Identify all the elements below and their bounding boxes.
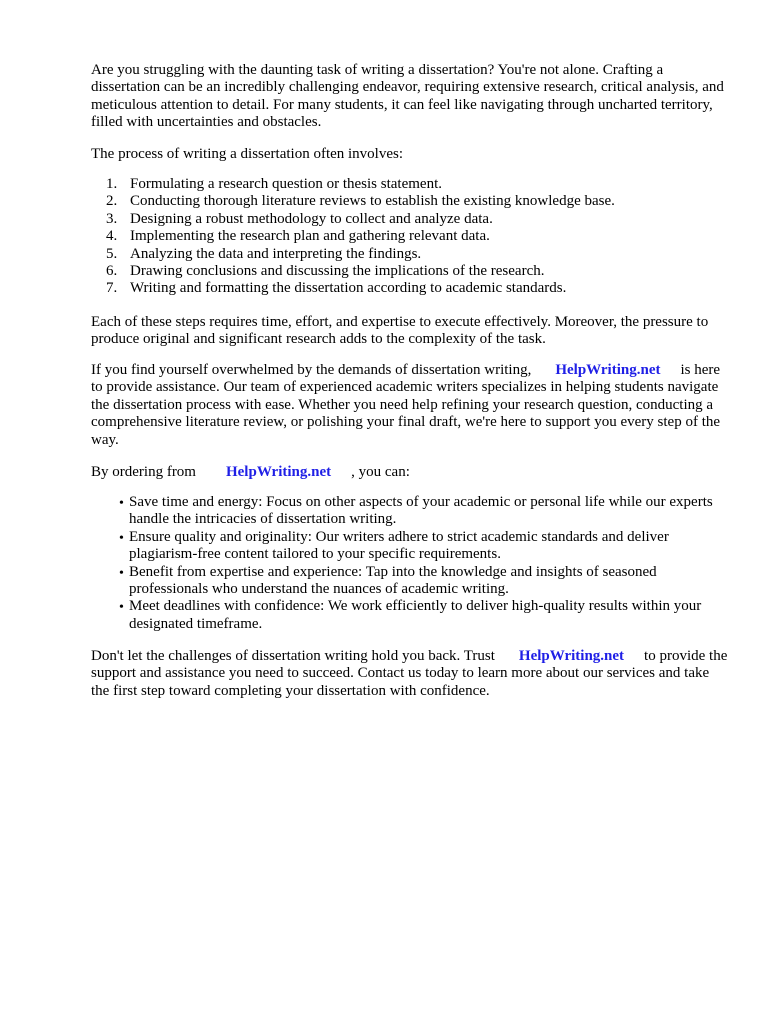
list-item-text: Benefit from expertise and experience: Tap into the knowledge and insights of seasoned professionals who understand the nuances of academic writing.	[129, 563, 657, 598]
list-item	[91, 246, 731, 263]
list-item-text: Designing a robust methodology to collect and analyze data.	[130, 210, 493, 227]
list-item-text: Drawing conclusions and discussing the implications of the research.	[130, 263, 545, 280]
list-number: 4.	[106, 228, 118, 245]
list-number: 5.	[106, 245, 118, 262]
closing-paragraph-after: to provide the support and assistance you need to succeed. Contact us today to learn more about our services and take the first step toward completing your dissertation with confidence.	[91, 648, 728, 699]
effort-paragraph: Each of these steps requires time, effort, and expertise to execute effectively. Moreover, the pressure to produce original and significant research adds to the complexity of the task.	[91, 314, 709, 348]
help-paragraph-before: If you find yourself overwhelmed by the demands of dissertation writing,	[91, 362, 532, 378]
ordering-line-before: By ordering from	[91, 464, 196, 480]
help-paragraph	[91, 362, 731, 449]
list-item-text: Analyzing the data and interpreting the findings.	[130, 245, 422, 262]
list-item	[91, 228, 731, 245]
list-number: 7.	[106, 280, 118, 297]
ordering-line-after: , you can:	[351, 464, 410, 480]
list-number: 3.	[106, 210, 118, 227]
bullet-icon: •	[119, 565, 124, 581]
help-paragraph-after: is here to provide assistance. Our team of experienced academic writers specializes in helping students navigate the dissertation process with ease. Whether you need help refining your research question, conducting a comprehensive literature review, or polishing your final draft, we're here to support you every step of the way.	[91, 362, 721, 448]
bullet-icon: •	[119, 600, 124, 616]
list-number: 1.	[106, 176, 118, 192]
list-item-text: Ensure quality and originality: Our writers adhere to strict academic standards and deliver plagiarism-free content tailored to your specific requirements.	[129, 528, 669, 563]
list-item-text: Meet deadlines with confidence: We work efficiently to deliver high-quality results within your designated timeframe.	[129, 598, 702, 632]
closing-paragraph-before: Don't let the challenges of dissertation writing hold you back. Trust	[91, 648, 495, 664]
list-number: 2.	[106, 193, 118, 210]
benefits-list	[91, 494, 731, 633]
intro-paragraph: Are you struggling with the daunting task of writing a dissertation? You're not alone. Crafting a dissertation can be an incredibly challenging endeavor, requiring extensive research, critical analysis, and meticulous attention to detail. For many students, it can feel like navigating through uncharted territory, filled with uncertainties and obstacles.	[91, 62, 724, 131]
list-item	[91, 193, 731, 210]
steps-list	[91, 176, 731, 298]
list-item	[91, 494, 731, 529]
ordering-line	[91, 464, 731, 481]
helpwriting-link[interactable]: HelpWriting.net	[555, 362, 661, 378]
helpwriting-link[interactable]: HelpWriting.net	[225, 464, 332, 480]
list-item-text: Conducting thorough literature reviews to establish the existing knowledge base.	[130, 193, 615, 210]
helpwriting-link[interactable]: HelpWriting.net	[518, 648, 625, 664]
process-intro: The process of writing a dissertation often involves:	[91, 146, 404, 162]
list-item	[91, 176, 731, 193]
list-item	[91, 280, 731, 297]
list-item-text: Save time and energy: Focus on other aspects of your academic or personal life while our experts handle the intricacies of dissertation writing.	[129, 494, 713, 528]
list-item	[91, 598, 731, 633]
list-item	[91, 529, 731, 564]
list-item-text: Writing and formatting the dissertation according to academic standards.	[130, 280, 567, 297]
list-item-text: Formulating a research question or thesis statement.	[130, 176, 443, 192]
list-item-text: Implementing the research plan and gathering relevant data.	[130, 228, 490, 245]
list-item	[91, 263, 731, 280]
bullet-icon: •	[119, 496, 124, 511]
list-item	[91, 211, 731, 228]
bullet-icon: •	[119, 530, 124, 546]
list-number: 6.	[106, 263, 118, 280]
list-item	[91, 564, 731, 599]
closing-paragraph	[91, 648, 731, 700]
